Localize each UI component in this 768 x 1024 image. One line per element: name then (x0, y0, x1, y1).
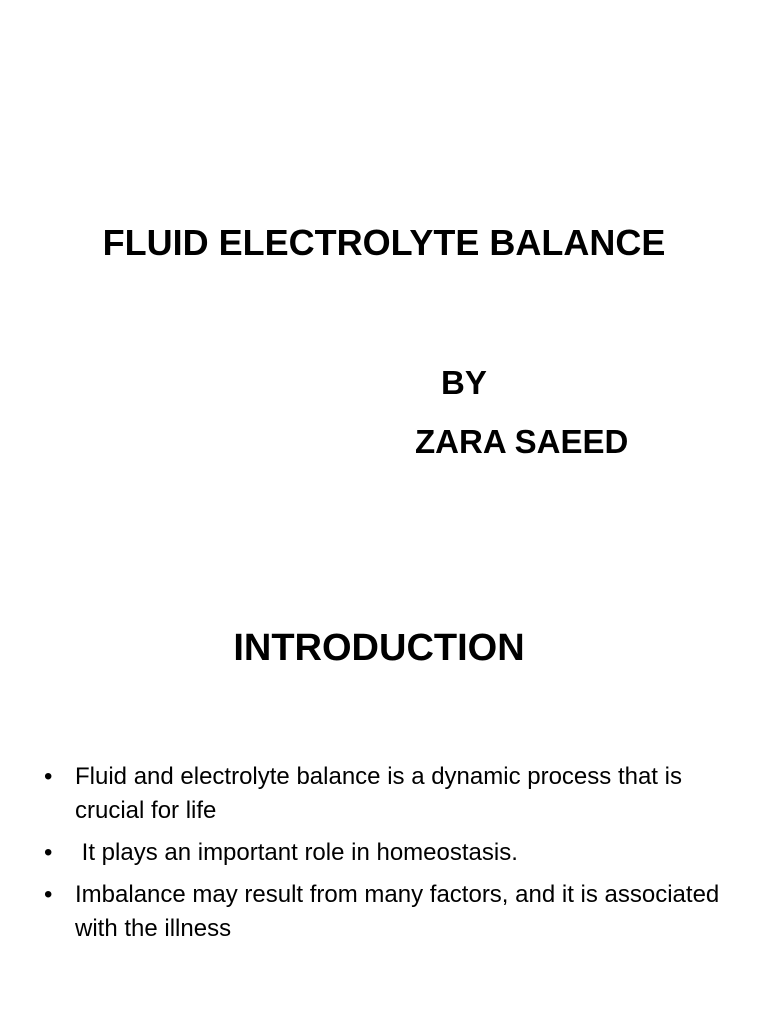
bullet-text: Imbalance may result from many factors, and it is associated with the illness (75, 881, 720, 942)
bullet-item (44, 878, 734, 946)
bullet-dot-icon: • (44, 763, 53, 790)
section-heading: INTRODUCTION (233, 627, 525, 669)
bullet-list (44, 760, 734, 954)
bullet-dot-icon: • (44, 881, 53, 908)
bullet-text: It plays an important role in homeostasis. (75, 839, 518, 866)
author-name: ZARA SAEED (415, 423, 629, 460)
by-label: BY (441, 364, 487, 401)
bullet-item (44, 760, 734, 828)
bullet-text: Fluid and electrolyte balance is a dynamic process that is crucial for life (75, 763, 682, 824)
slide-title: FLUID ELECTROLYTE BALANCE (102, 222, 666, 263)
bullet-dot-icon: • (44, 839, 53, 866)
bullet-item (44, 836, 734, 870)
